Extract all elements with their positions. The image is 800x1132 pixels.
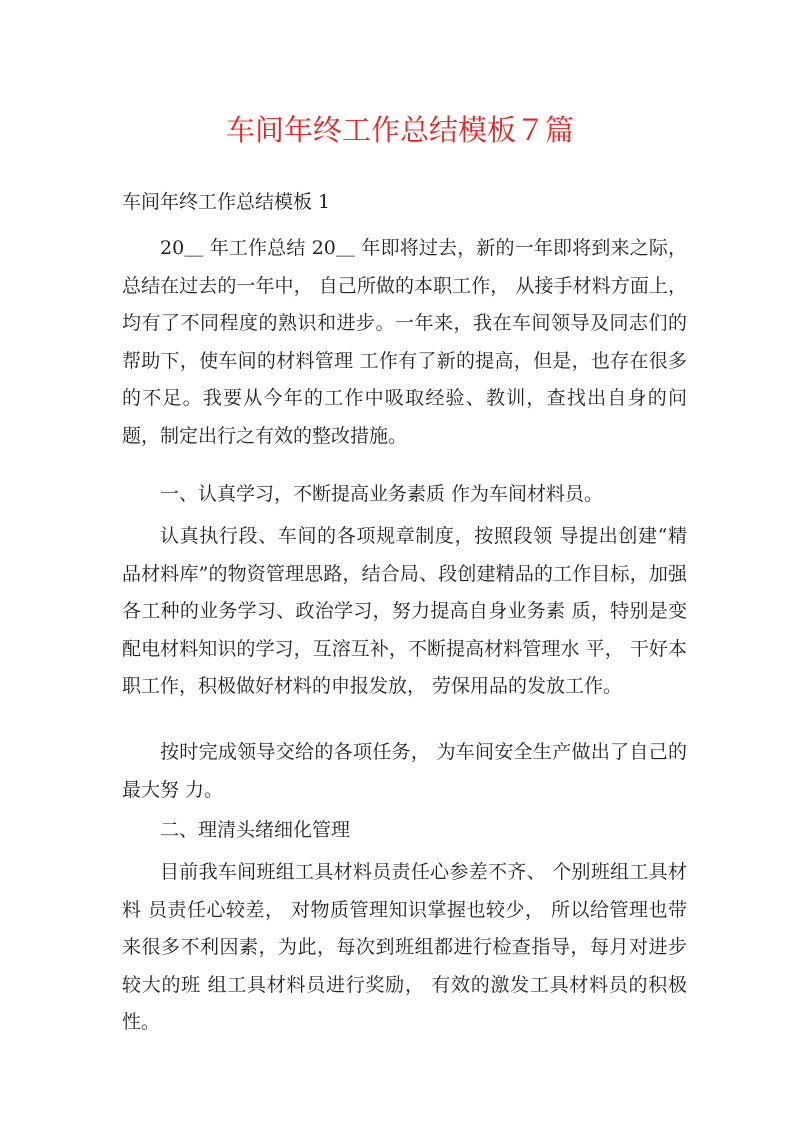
document-title: 车间年终工作总结模板７篇 xyxy=(225,113,574,147)
paragraph-management: 目前我车间班组工具材料员责任心参差不齐、 个别班组工具材料 员责任心较差， 对物质管理知识掌握也较少， 所以给管理也带来很多不利因素，为此，每次到班组都进行检查指导，每月对进步较大的班 组工具材料员进行奖励， 有效的激发工具材料员的积极性。 xyxy=(122,861,687,1033)
section-subtitle: 车间年终工作总结模板 1 xyxy=(122,191,331,213)
section-heading-1: 一、认真学习，不断提高业务素质 作为车间材料员。 xyxy=(160,483,604,505)
paragraph-study: 认真执行段、车间的各项规章制度，按照段领 导提出创建“精品材料库”的物资管理思路，结合局、段创建精品的工作目标，加强各工种的业务学习、政治学习，努力提高自身业务素 质，特别是变配电材料知识的学习，互溶互补，不断提高材料管理水 平， 干好本职工作，积极做好材料的申报发放， 劳保用品的发放工作。 xyxy=(122,525,687,697)
section-heading-2: 二、理清头绪细化管理 xyxy=(160,819,351,841)
paragraph-intro: 20＿ 年工作总结 20＿ 年即将过去，新的一年即将到来之际，总结在过去的一年中， 自己所做的本职工作， 从接手材料方面上，均有了不同程度的熟识和进步。一年来，我在车间领导及同志们的帮助下，使车间的材料管理 工作有了新的提高，但是，也存在很多的不足。我要从今年的工作中吸取经验、教训，查找出自身的问题，制定出行之有效的整改措施。 xyxy=(122,237,687,447)
paragraph-tasks: 按时完成领导交给的各项任务， 为车间安全生产做出了自己的最大努 力。 xyxy=(122,741,687,801)
